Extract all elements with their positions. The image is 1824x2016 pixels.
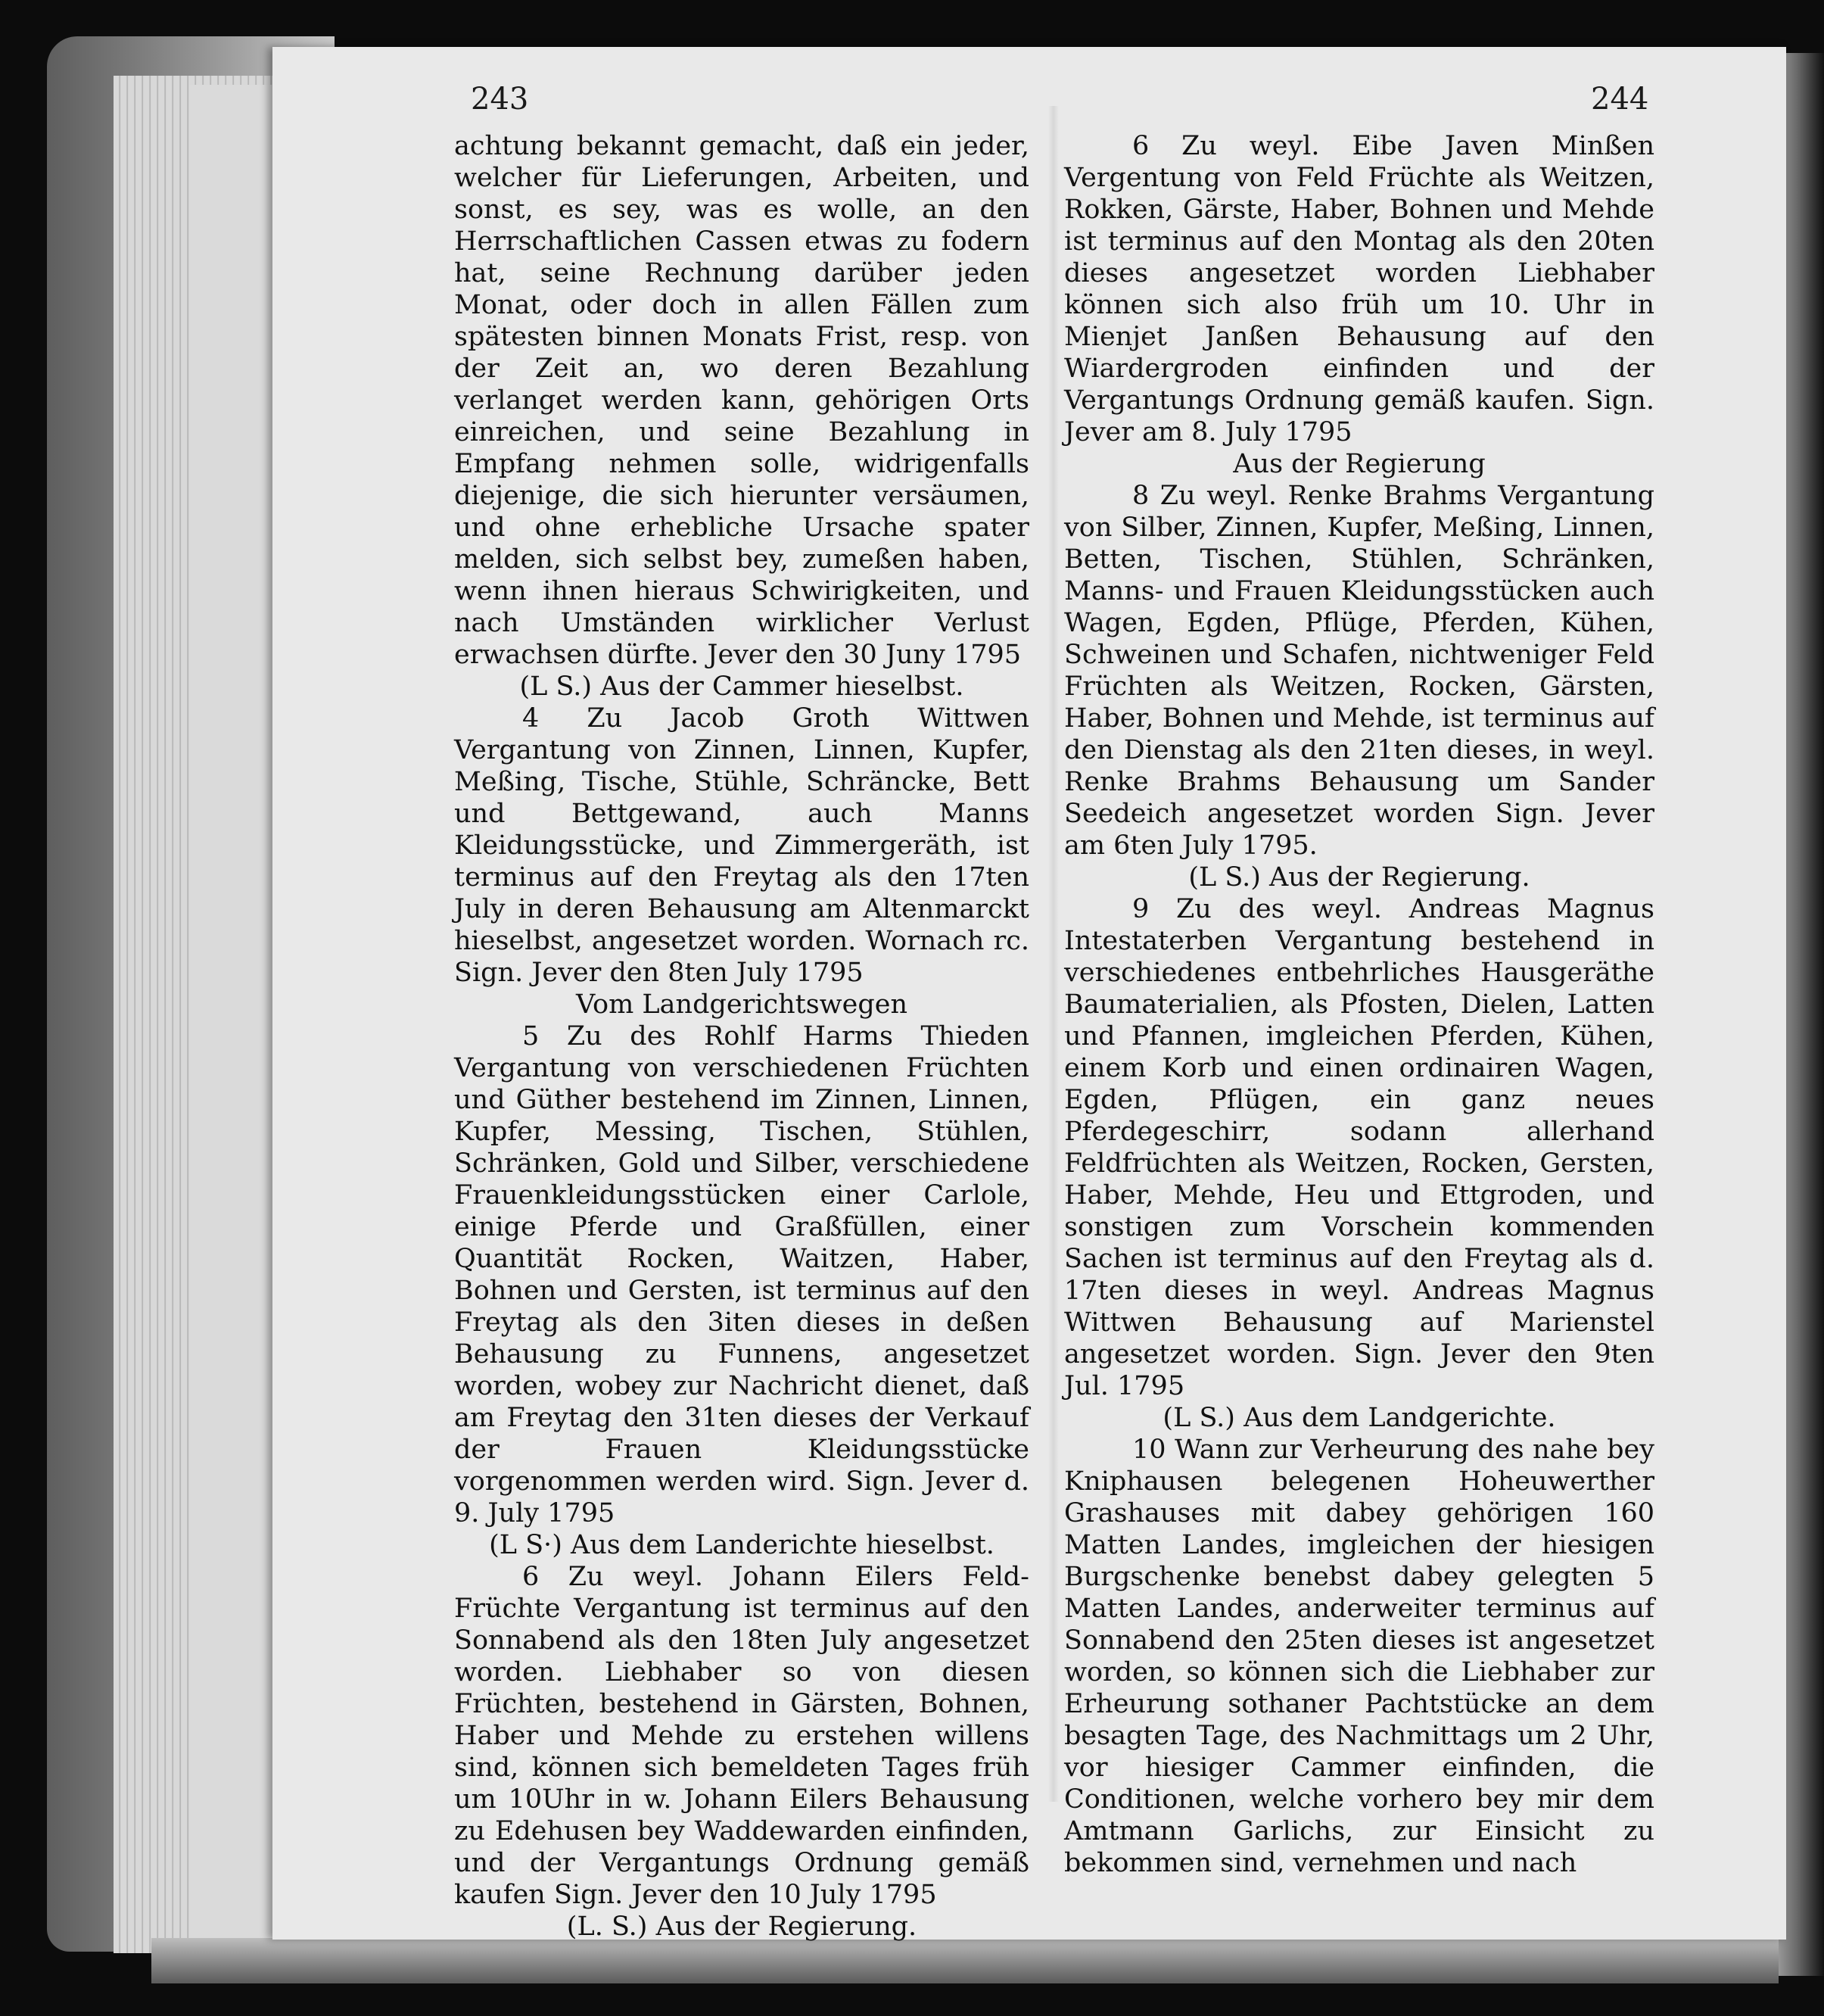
notice-4: 4 Zu Jacob Groth Wittwen Vergantung von Zinnen, Linnen, Kupfer, Meßing, Tische, Stühle, Schräncke, Bett und Bettgewand, auch Manns Kleidungsstücke, und Zimmergeräth, ist terminus auf den Freytag als den 17ten July in deren Behausung am Altenmarckt hieselbst, angesetzet worden. Wornach rc. Sign. Jever den 8ten July 1795 [454, 703, 1029, 988]
notice-signature: (L S·) Aus dem Landerichte hieselbst. [489, 1530, 994, 1560]
notice-signature: (L. S.) Aus der Regierung. [566, 1912, 917, 1942]
notice-signature: Vom Landgerichtswegen [575, 989, 908, 1020]
notice-signature: (L S.) Aus der Regierung. [1188, 862, 1530, 893]
notice-6: 6 Zu weyl. Johann Eilers Feld-Früchte Vergantung ist terminus auf den Sonnabend als den 18ten July angesetzet worden. Liebhaber so von diesen Früchten, bestehend in Gärsten, Bohnen, Haber und Mehde zu erstehen willens sind, können sich bemeldeten Tages früh um 10Uhr in w. Johann Eilers Behausung zu Edehusen bey Waddewarden einfinden, und der Vergantungs Ordnung gemäß kaufen Sign. Jever den 10 July 1795 [454, 1562, 1029, 1910]
notice-signature: (L S.) Aus der Cammer hieselbst. [519, 671, 964, 702]
page-number-right: 244 [1591, 82, 1649, 117]
page-number-left: 243 [471, 82, 529, 117]
notice-8: 8 Zu weyl. Renke Brahms Vergantung von Silber, Zinnen, Kupfer, Meßing, Linnen, Betten, Tischen, Stühlen, Schränken, Manns- und Frauen Kleidungsstücken auch Wagen, Egden, Pflüge, Pferden, Kühen, Schweinen und Schafen, nichtweniger Feld Früchten als Weitzen, Rocken, Gärsten, Haber, Bohnen und Mehde, ist terminus auf den Dienstag als den 21ten dieses, in weyl. Renke Brahms Behausung um Sander Seedeich angesetzet worden Sign. Jever am 6ten July 1795. [1064, 481, 1654, 861]
left-column [454, 130, 1029, 1943]
notice-continuation: achtung bekannt gemacht, daß ein jeder, welcher für Lieferungen, Arbeiten, und sonst, es sey, was es wolle, an den Herrschaftlichen Cassen etwas zu fodern hat, seine Rechnung darüber jeden Monat, oder doch in allen Fällen zum spätesten binnen Monats Frist, resp. von der Zeit an, wo deren Bezahlung verlanget werden kann, gehörigen Orts einreichen, und seine Bezahlung in Empfang nehmen solle, widrigenfalls diejenige, die sich hierunter versäumen, und ohne erhebliche Ursache spater melden, sich selbst bey, zumeßen haben, wenn ihnen hieraus Schwirigkeiten, und nach Umständen wirklicher Verlust erwachsen dürfte. Jever den 30 Juny 1795 [454, 131, 1029, 670]
column-gutter [1048, 106, 1059, 1802]
notice-5: 5 Zu des Rohlf Harms Thieden Vergantung von verschiedenen Früchten und Güther bestehend im Zinnen, Linnen, Kupfer, Messing, Tischen, Stühlen, Schränken, Gold und Silber, verschiedene Frauenkleidungsstücken einer Carlole, einige Pferde und Graßfüllen, einer Quantität Rocken, Waitzen, Haber, Bohnen und Gersten, ist terminus auf den Freytag als den 3iten dieses in deßen Behausung zu Funnens, angesetzet worden, wobey zur Nachricht dienet, daß am Freytag den 31ten dieses der Verkauf der Frauen Kleidungsstücke vorgenommen werden wird. Sign. Jever d. 9. July 1795 [454, 1021, 1029, 1528]
right-column [1064, 130, 1654, 1879]
bottom-page-edge [151, 1938, 1779, 1983]
notice-6b: 6 Zu weyl. Eibe Javen Minßen Vergentung von Feld Früchte als Weitzen, Rokken, Gärste, Haber, Bohnen und Mehde ist terminus auf den Montag als den 20ten dieses angesetzet worden Liebhaber können sich also früh um 10. Uhr in Mienjet Janßen Behausung auf den Wiardergroden einfinden und der Vergantungs Ordnung gemäß kaufen. Sign. Jever am 8. July 1795 [1064, 131, 1654, 447]
notice-10: 10 Wann zur Verheurung des nahe bey Kniphausen belegenen Hoheuwerther Grashauses mit dabey gehörigen 160 Matten Landes, imgleichen der hiesigen Burgschenke benebst dabey gelegten 5 Matten Landes, anderweiter terminus auf Sonnabend den 25ten dieses ist angesetzet worden, so können sich die Liebhaber zur Erheurung sothaner Pachtstücke an dem besagten Tage, des Nachmittags um 2 Uhr, vor hiesiger Cammer einfinden, die Conditionen, welche vorhero bey mir dem Amtmann Garlichs, zur Einsicht zu bekommen sind, vernehmen und nach [1064, 1435, 1654, 1878]
notice-signature: (L S.) Aus dem Landgerichte. [1163, 1403, 1556, 1433]
notice-9: 9 Zu des weyl. Andreas Magnus Intestaterben Vergantung bestehend in verschiedenes entbehrliches Hausgeräthe Baumaterialien, als Pfosten, Dielen, Latten und Pfannen, imgleichen Pferden, Kühen, einem Korb und einen ordinairen Wagen, Egden, Pflügen, ein ganz neues Pferdegeschirr, sodann allerhand Feldfrüchten als Weitzen, Rocken, Gersten, Haber, Mehde, Heu und Ettgroden, und sonstigen zum Vorschein kommenden Sachen ist terminus auf den Freytag als d. 17ten dieses in weyl. Andreas Magnus Wittwen Behausung auf Marienstel angesetzet worden. Sign. Jever den 9ten Jul. 1795 [1064, 894, 1654, 1401]
notice-signature: Aus der Regierung [1233, 449, 1486, 479]
